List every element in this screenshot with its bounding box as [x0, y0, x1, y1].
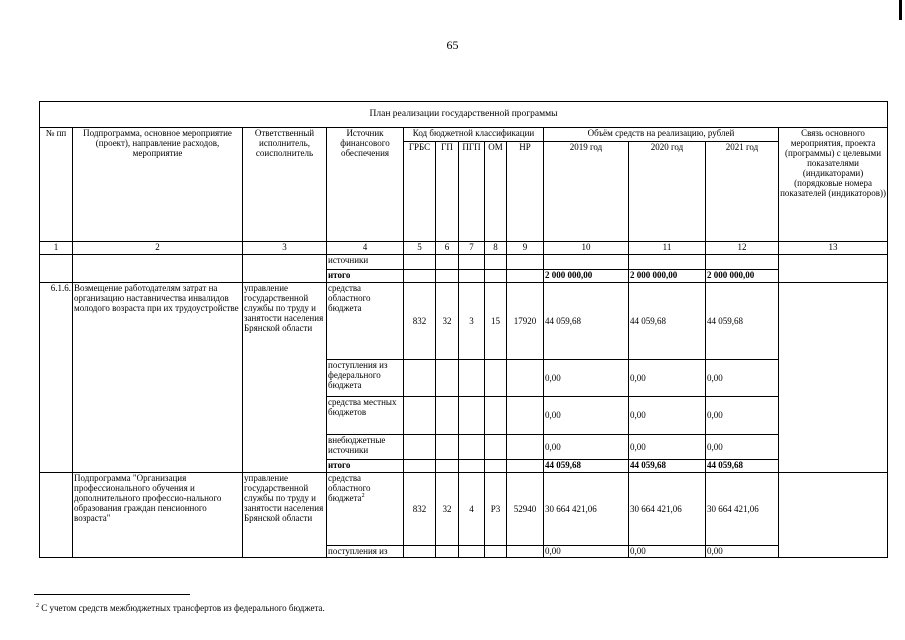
plan-table: [39, 101, 888, 558]
source-cell: средства областного бюджета: [327, 283, 404, 360]
item-number: 6.1.6.: [40, 283, 73, 473]
pgp-cell: 3: [459, 283, 485, 360]
col-number: 12: [706, 242, 779, 255]
amount-2021: 2 000 000,00: [706, 270, 779, 283]
header-2021: 2021 год: [706, 142, 779, 242]
amount-2019: 44 059,68: [544, 283, 629, 360]
table-title: План реализации государственной программы: [40, 102, 888, 128]
amount-2020: 44 059,68: [629, 283, 706, 360]
amount-2020: 2 000 000,00: [629, 270, 706, 283]
source-text: средства областного бюджета: [328, 473, 371, 504]
source-cell: поступления из федерального бюджета: [327, 360, 404, 397]
amount-2020: 30 664 421,06: [629, 473, 706, 546]
header-responsible: Ответственный исполнитель, соисполнитель: [243, 128, 327, 242]
prev-num-cell: [40, 255, 73, 283]
page-number: 65: [446, 38, 459, 52]
amount-2019: 44 059,68: [544, 460, 629, 473]
gp-cell: 32: [436, 283, 459, 360]
source-cell: итого: [327, 270, 404, 283]
item-link: [779, 283, 888, 473]
col-number: 3: [243, 242, 327, 255]
source-cell: поступления из: [327, 546, 404, 558]
amount-2021: 0,00: [706, 546, 779, 558]
subprogram-num: [40, 473, 73, 558]
pgp-cell: 4: [459, 473, 485, 546]
amount-2020: 0,00: [629, 397, 706, 435]
amount-2019: 2 000 000,00: [544, 270, 629, 283]
source-cell: источники: [327, 255, 404, 270]
col-number: 1: [40, 242, 73, 255]
col-number: 11: [629, 242, 706, 255]
amount-2020: 0,00: [629, 546, 706, 558]
header-gp: ГП: [436, 142, 459, 242]
item-responsible: управление государственной службы по труду и занятости населения Брянской области: [243, 283, 327, 473]
header-2019: 2019 год: [544, 142, 629, 242]
om-cell: 15: [485, 283, 507, 360]
prev-link-cell: [779, 255, 888, 283]
col-number: 8: [485, 242, 507, 255]
amount-2020: 0,00: [629, 360, 706, 397]
margin-mark: [899, 0, 902, 20]
col-number: 9: [507, 242, 544, 255]
amount-2019: 0,00: [544, 360, 629, 397]
subprogram-name: Подпрограмма "Организация профессионального обучения и дополнительного профессио-нального образования граждан пенсионного возраста": [73, 473, 243, 558]
col-number: 13: [779, 242, 888, 255]
amount-2021: 0,00: [706, 397, 779, 435]
amount-2021: 30 664 421,06: [706, 473, 779, 546]
col-number: 4: [327, 242, 404, 255]
source-cell: [327, 473, 404, 546]
source-cell: средства местных бюджетов: [327, 397, 404, 435]
header-budget-code: Код бюджетной классификации: [404, 128, 544, 142]
amount-2019: 0,00: [544, 546, 629, 558]
amount-2019: 0,00: [544, 397, 629, 435]
header-grbs: ГРБС: [404, 142, 436, 242]
prev-responsible-cell: [243, 255, 327, 283]
col-number: 5: [404, 242, 436, 255]
source-cell: внебюджетные источники: [327, 435, 404, 460]
subprogram-responsible: управление государственной службы по труду и занятости населения Брянской области: [243, 473, 327, 558]
prev-name-cell: [73, 255, 243, 283]
amount-2021: 44 059,68: [706, 283, 779, 360]
om-cell: P3: [485, 473, 507, 546]
source-cell: итого: [327, 460, 404, 473]
col-number: 7: [459, 242, 485, 255]
amount-2020: 0,00: [629, 435, 706, 460]
col-number: 2: [73, 242, 243, 255]
amount-2021: 44 059,68: [706, 460, 779, 473]
item-name: Возмещение работодателям затрат на организацию наставничества инвалидов молодого возраста при их трудоустройстве: [73, 283, 243, 473]
gp-cell: 32: [436, 473, 459, 546]
amount-2021: 0,00: [706, 435, 779, 460]
header-volume: Объём средств на реализацию, рублей: [544, 128, 779, 142]
header-source: Источник финансового обеспечения: [327, 128, 404, 242]
footnote: [36, 603, 325, 613]
footnote-text: С учетом средств межбюджетных трансфертов из федерального бюджета.: [39, 603, 325, 613]
amount-2020: 44 059,68: [629, 460, 706, 473]
footnote-divider: [34, 594, 190, 595]
col-number: 10: [544, 242, 629, 255]
grbs-cell: 832: [404, 283, 436, 360]
footnote-mark: 2: [36, 603, 39, 609]
header-om: ОМ: [485, 142, 507, 242]
subprogram-link: [779, 473, 888, 558]
footnote-ref: 2: [361, 493, 365, 500]
header-pgp: ПГП: [459, 142, 485, 242]
header-np: НР: [507, 142, 544, 242]
amount-2019: 30 664 421,06: [544, 473, 629, 546]
np-cell: 52940: [507, 473, 544, 546]
amount-2019: 0,00: [544, 435, 629, 460]
header-link: Связь основного мероприятия, проекта (программы) с целевыми показателями (индикаторами) (порядковые номера показателей (индикаторов)): [779, 128, 888, 242]
header-2020: 2020 год: [629, 142, 706, 242]
header-subprogram: Подпрограмма, основное мероприятие (проект), направление расходов, мероприятие: [73, 128, 243, 242]
col-number: 6: [436, 242, 459, 255]
grbs-cell: 832: [404, 473, 436, 546]
header-num: № пп: [40, 128, 73, 242]
amount-2021: 0,00: [706, 360, 779, 397]
np-cell: 17920: [507, 283, 544, 360]
